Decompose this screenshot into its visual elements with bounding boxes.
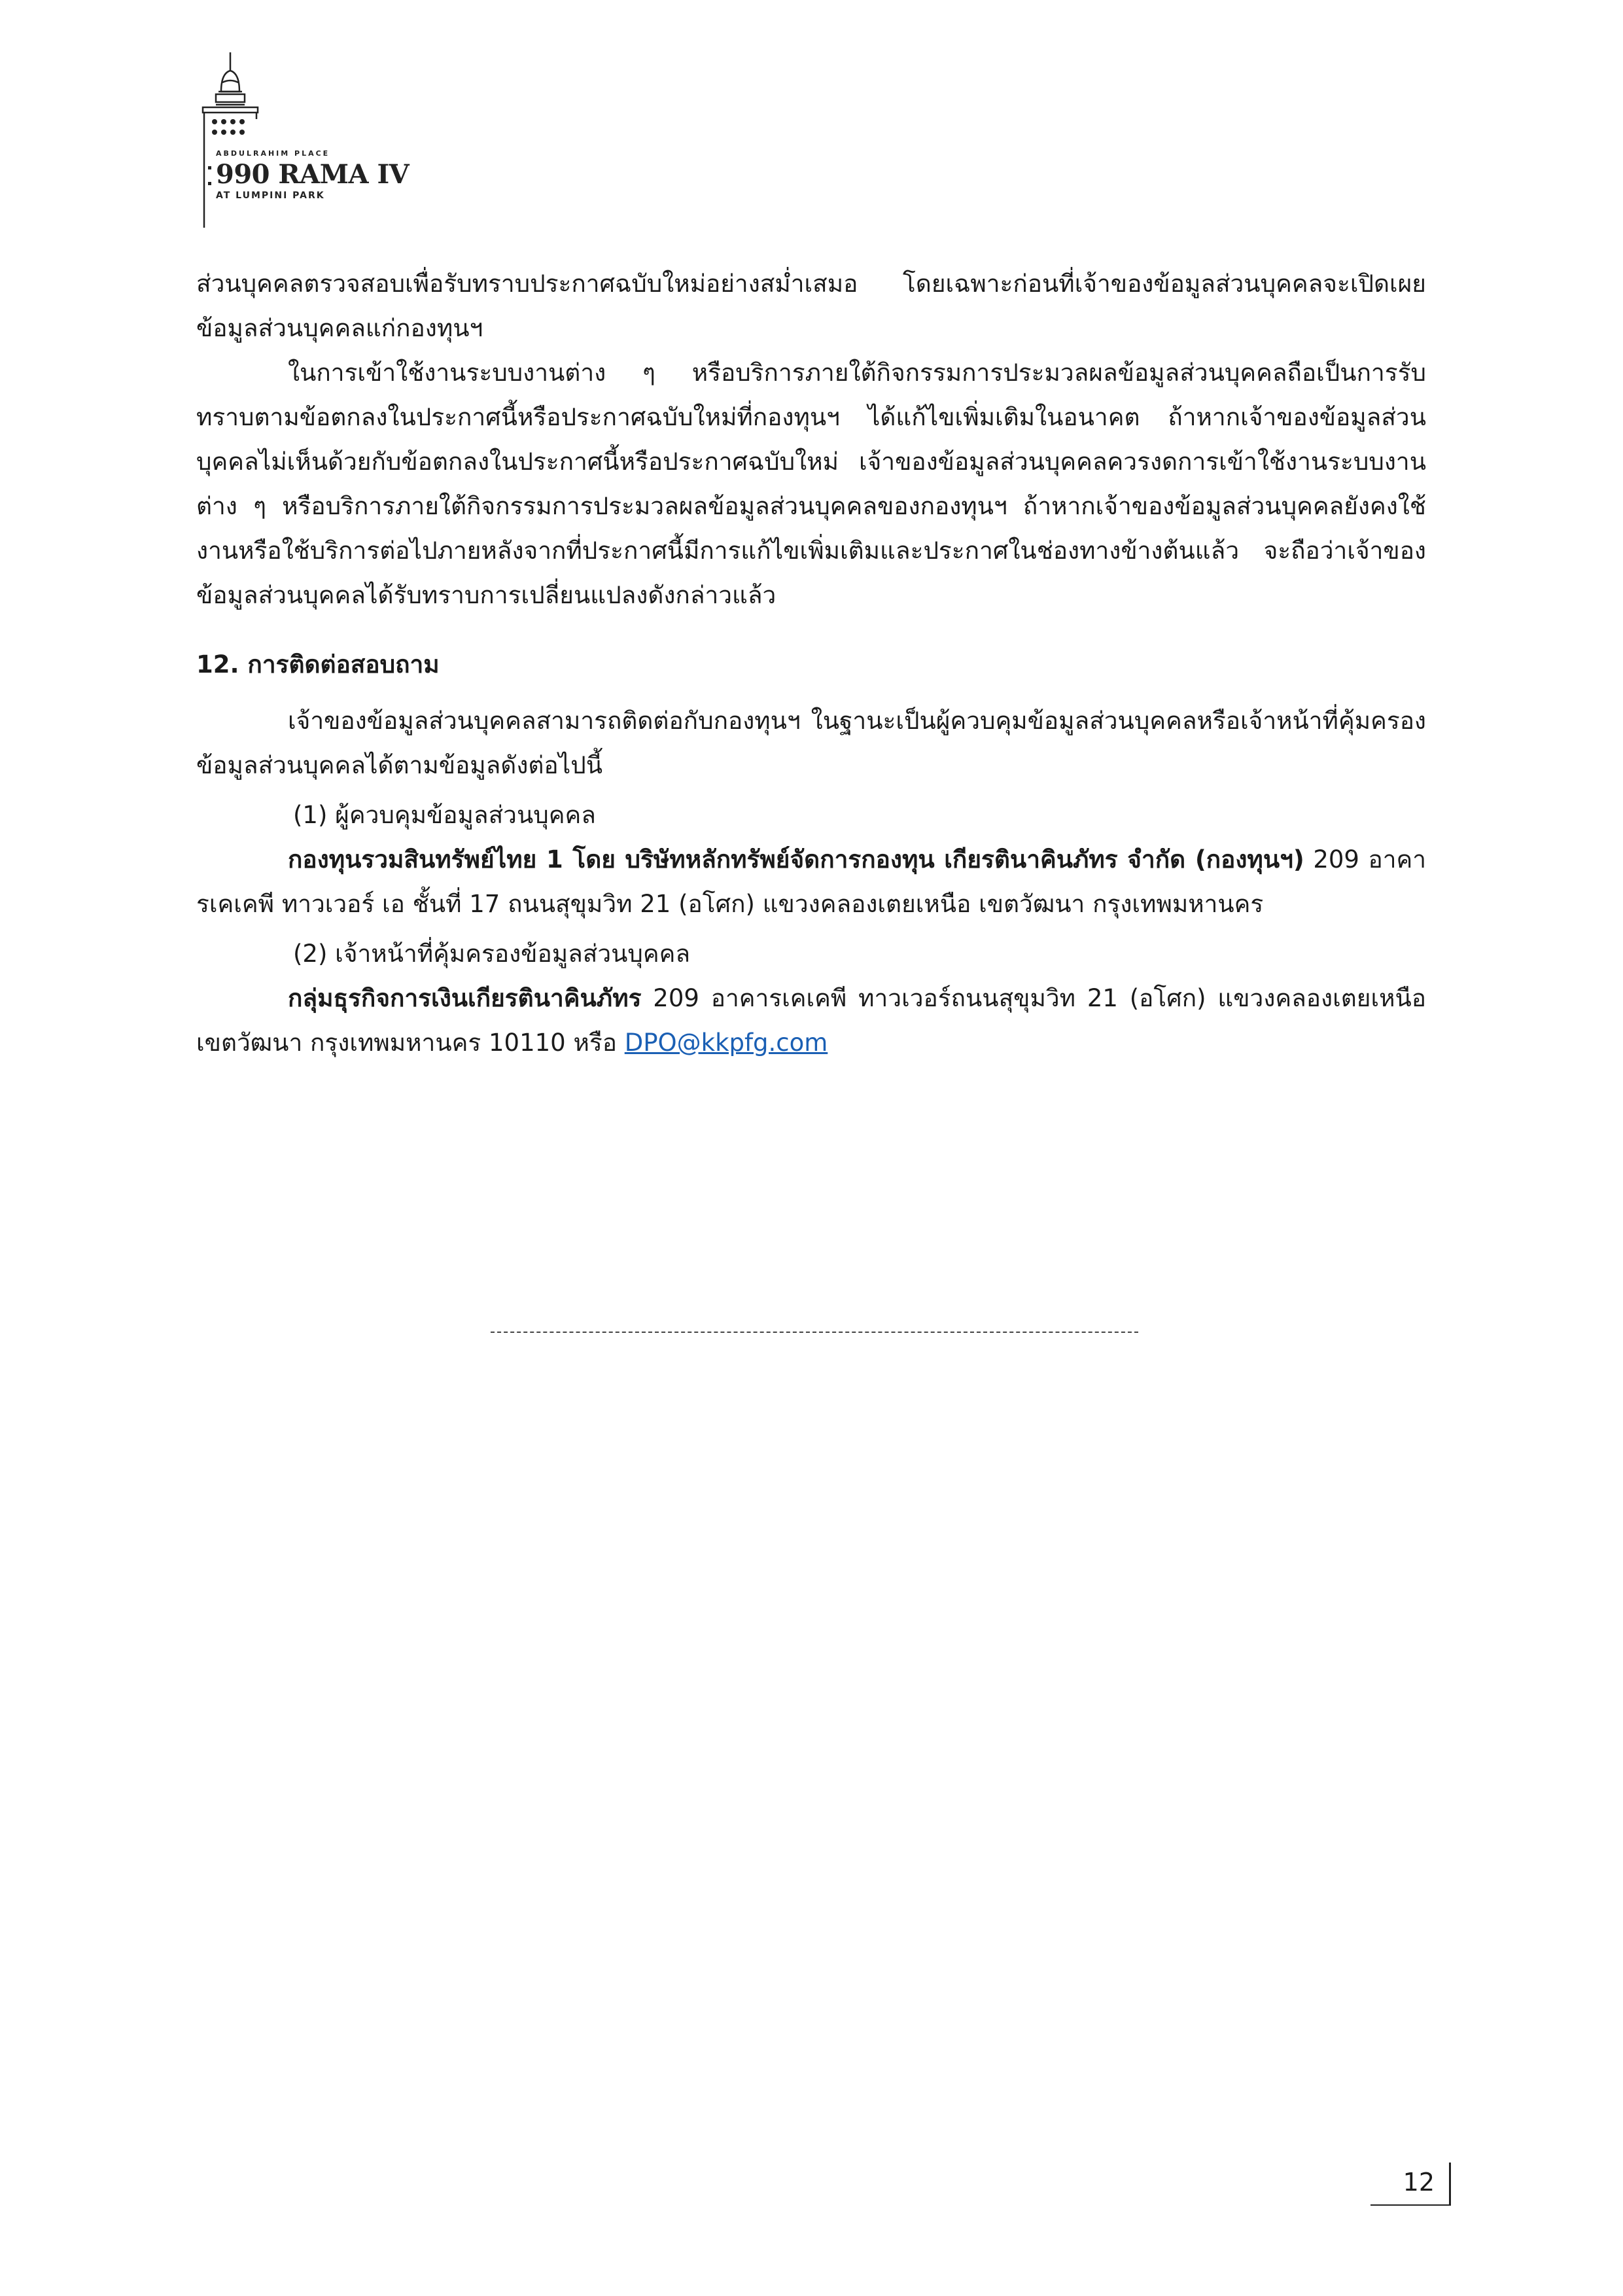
dpo-email-link[interactable]: DPO@kkpfg.com <box>624 1029 828 1057</box>
document-body <box>196 262 1426 1065</box>
page-number-box <box>1370 2163 1451 2206</box>
controller-address: 209 อาคารเคเคพี ทาวเวอร์ เอ ชั้นที่ 17 ถนนสุขุมวิท 21 (อโศก) แขวงคลองเตยเหนือ เขตวัฒนา กรุงเทพมหานคร <box>196 845 1427 918</box>
page-number: 12 <box>1403 2168 1435 2197</box>
logo-bottom-text: AT LUMPINI PARK <box>216 190 325 201</box>
logo-main-text: 990 RAMA IV <box>216 159 410 190</box>
dpo-name: กลุ่มธุรกิจการเงินเกียรตินาคินภัทร <box>288 984 642 1012</box>
controller-name: กองทุนรวมสินทรัพย์ไทย 1 โดย บริษัทหลักทรัพย์จัดการกองทุน เกียรตินาคินภัทร จำกัด (กองทุนฯ) <box>288 845 1304 874</box>
list-item-dpo-label: (2) เจ้าหน้าที่คุ้มครองข้อมูลส่วนบุคคล <box>293 940 691 968</box>
dpo-details <box>196 976 1426 1065</box>
logo-text <box>216 149 409 201</box>
controller-details <box>196 838 1426 927</box>
list-item-controller-label: (1) ผู้ควบคุมข้อมูลส่วนบุคคล <box>293 801 596 829</box>
dpo-address: 209 อาคารเคเคพี ทาวเวอร์ถนนสุขุมวิท 21 (อโศก) แขวงคลองเตยเหนือ เขตวัฒนา กรุงเทพมหานคร 10110 หรือ <box>196 984 1426 1057</box>
paragraph-acceptance: ในการเข้าใช้งานระบบงานต่าง ๆ หรือบริการภายใต้กิจกรรมการประมวลผลข้อมูลส่วนบุคคลถือเป็นการรับทราบตามข้อตกลงในประกาศนี้หรือประกาศฉบับใหม่ที่กองทุนฯ ได้แก้ไขเพิ่มเติมในอนาคต ถ้าหากเจ้าของข้อมูลส่วนบุคคลไม่เห็นด้วยกับข้อตกลงในประกาศนี้หรือประกาศฉบับใหม่ เจ้าของข้อมูลส่วนบุคคลควรงดการเข้าใช้งานระบบงานต่าง ๆ หรือบริการภายใต้กิจกรรมการประมวลผลข้อมูลส่วนบุคคลของกองทุนฯ ถ้าหากเจ้าของข้อมูลส่วนบุคคลยังคงใช้งานหรือใช้บริการต่อไปภายหลังจากที่ประกาศนี้มีการแก้ไขเพิ่มเติมและประกาศในช่องทางข้างต้นแล้ว จะถือว่าเจ้าของข้อมูลส่วนบุคคลได้รับทราบการเปลี่ยนแปลงดังกล่าวแล้ว <box>196 359 1426 609</box>
paragraph-continuation: ส่วนบุคคลตรวจสอบเพื่อรับทราบประกาศฉบับใหม่อย่างสม่ำเสมอ โดยเฉพาะก่อนที่เจ้าของข้อมูลส่วนบุคคลจะเปิดเผยข้อมูลส่วนบุคคลแก่กองทุนฯ <box>196 270 1426 342</box>
end-divider <box>491 1332 1138 1333</box>
logo-top-text: ABDULRAHIM PLACE <box>216 149 330 158</box>
building-logo-icon <box>196 51 379 229</box>
paragraph-contact-intro: เจ้าของข้อมูลส่วนบุคคลสามารถติดต่อกับกองทุนฯ ในฐานะเป็นผู้ควบคุมข้อมูลส่วนบุคคลหรือเจ้าหน้าที่คุ้มครองข้อมูลส่วนบุคคลได้ตามข้อมูลดังต่อไปนี้ <box>196 707 1426 779</box>
section-heading: 12. การติดต่อสอบถาม <box>196 650 440 679</box>
